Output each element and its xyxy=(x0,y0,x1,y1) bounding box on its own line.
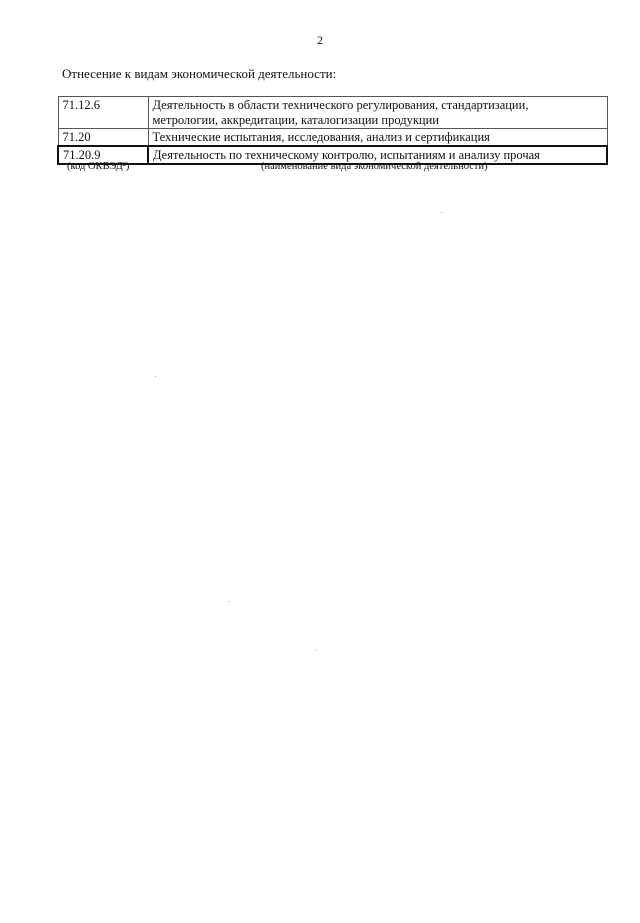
okved-code-cell: 71.12.6 xyxy=(58,97,148,129)
table-row xyxy=(58,129,607,147)
scan-speck xyxy=(441,212,442,213)
activity-name-cell xyxy=(148,97,607,129)
okved-table xyxy=(57,96,608,165)
scan-speck xyxy=(229,601,230,602)
activity-name-line: Деятельность по техническому контролю, испытаниям и анализу прочая xyxy=(153,148,540,162)
okved-code-cell: 71.20 xyxy=(58,129,148,147)
activity-name-line: Технические испытания, исследования, анализ и сертификация xyxy=(152,130,490,144)
page-number: 2 xyxy=(317,33,323,47)
scan-speck xyxy=(316,650,317,651)
name-caption: (наименование вида экономической деятельности) xyxy=(261,161,488,172)
okved-code-cell: 71.20.9 xyxy=(58,146,148,164)
code-caption: (код ОКВЭД²) xyxy=(67,161,130,172)
activity-name-line: метрологии, аккредитации, каталогизации продукции xyxy=(152,113,439,127)
activity-name-line: Деятельность в области технического регулирования, стандартизации, xyxy=(152,98,529,112)
section-heading: Отнесение к видам экономической деятельности: xyxy=(62,66,337,81)
activity-name-cell xyxy=(148,129,607,147)
scan-speck xyxy=(155,376,156,377)
table-row xyxy=(58,97,607,129)
